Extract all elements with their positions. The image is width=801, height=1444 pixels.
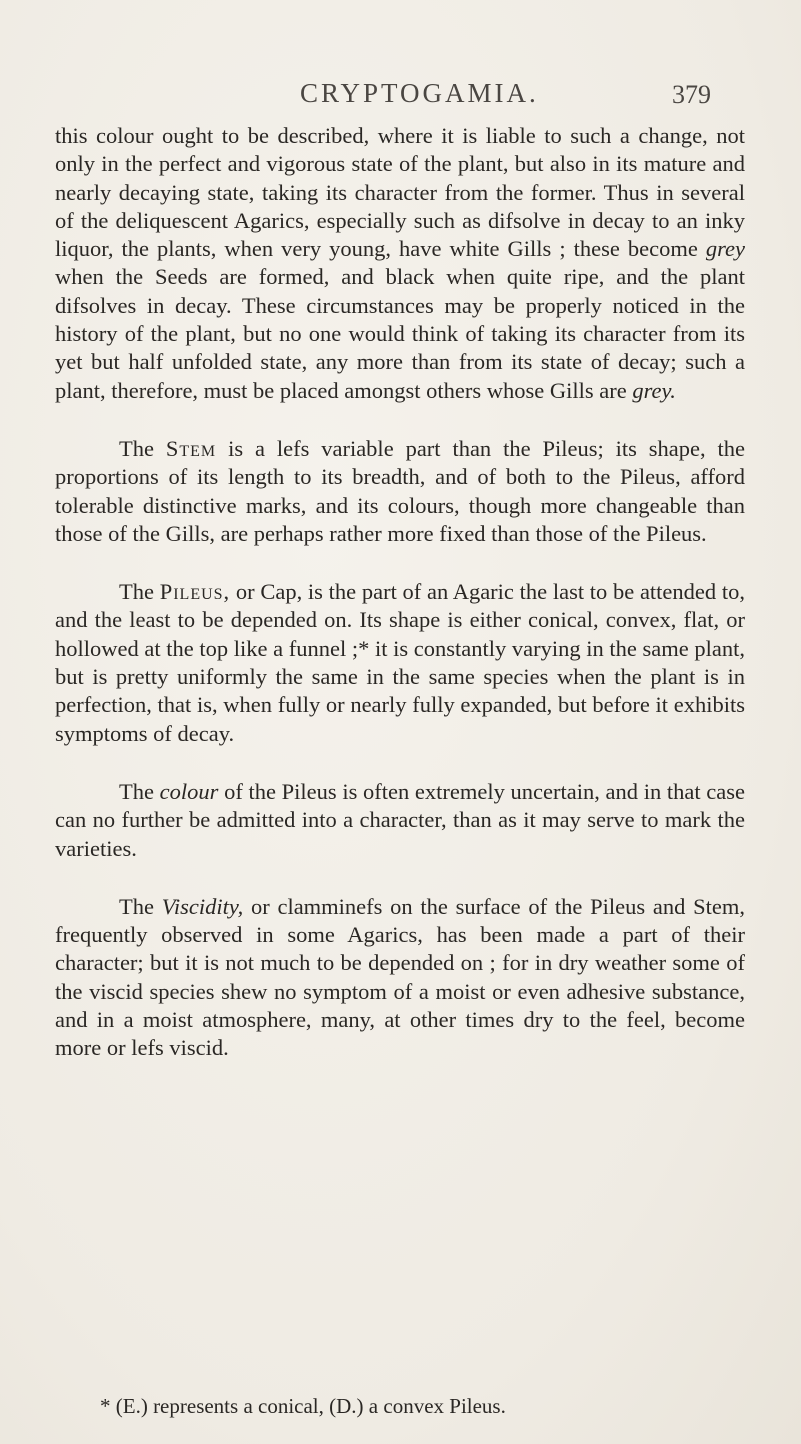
running-head [0,78,801,118]
paragraph-viscidity: The Viscidity, or clamminefs on the surface of the Pileus and Stem, frequently observed in some Agarics, has been made a part of their character; but it is not much to be depended on ; for in dry weather some of the viscid species shew no symptom of a moist or even adhesive substance, and in a moist atmosphere, many, at other times dry to the feel, become more or lefs viscid. [55,893,746,1061]
page-number: 379 [672,80,711,109]
footnote: * (E.) represents a conical, (D.) a convex Pileus. [100,1394,506,1418]
paragraph-pileus-colour: The colour of the Pileus is often extremely uncertain, and in that case can no further be admitted into a character, than as it may serve to mark the varieties. [55,778,745,861]
body-text [55,122,745,1063]
paragraph-stem: The Stem is a lefs variable part than the Pileus; its shape, the proportions of its length to its breadth, and of both to the Pileus, afford tolerable distinctive marks, and its colours, though more changeable than those of the Gills, are perhaps rather more fixed than those of the Pileus. [55,435,745,546]
running-title: CRYPTOGAMIA. [300,78,539,108]
paragraph-gills-colour: this colour ought to be described, where it is liable to such a change, not only in the perfect and vigorous state of the plant, but also in its mature and nearly decaying state, taking its character from the former. Thus in several of the deliquescent Agarics, especially such as difsolve in decay to an inky liquor, the plants, when very young, have white Gills ; these become grey when the Seeds are formed, and black when quite ripe, and the plant difsolves in decay. These circumstances may be properly noticed in the history of the plant, but no one would think of taking its character from its yet but half unfolded state, any more than from its state of decay; such a plant, therefore, must be placed amongst others whose Gills are grey. [55,123,745,403]
paragraph-pileus: The Pileus, or Cap, is the part of an Agaric the last to be attended to, and the least to be depended on. Its shape is either conical, convex, flat, or hollowed at the top like a funnel ;* it is constantly varying in the same plant, but is pretty uniformly the same in the same species when the plant is in perfection, that is, when fully or nearly fully expanded, but before it exhibits symptoms of decay. [55,579,745,746]
